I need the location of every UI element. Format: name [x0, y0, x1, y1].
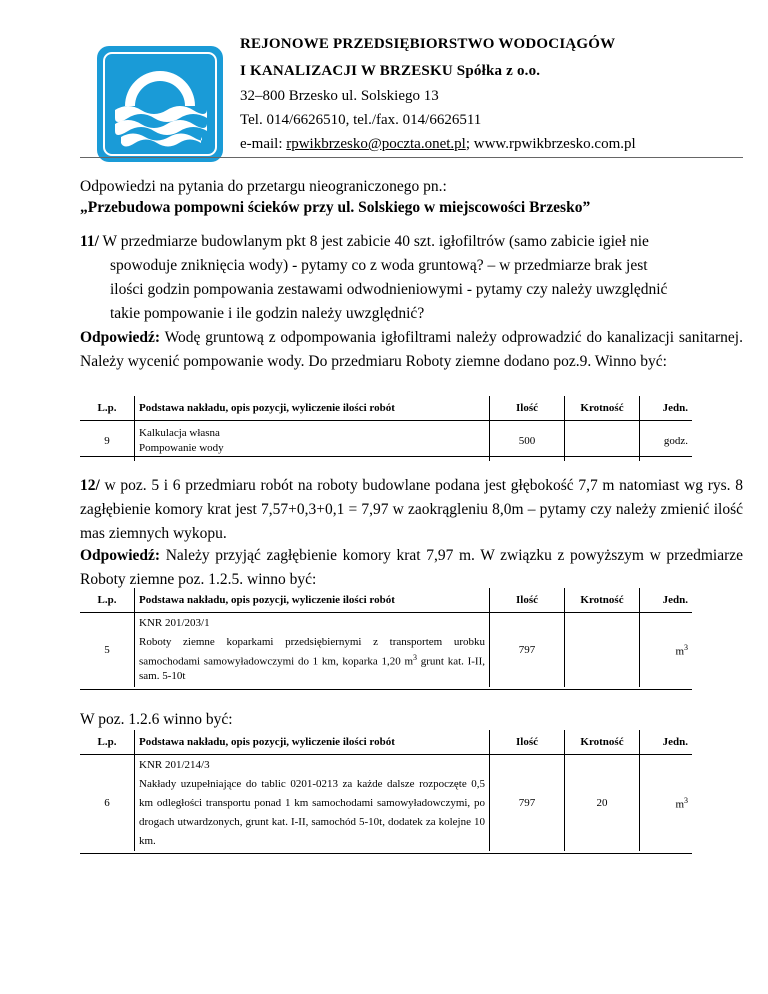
col-qty-header: Ilość	[490, 588, 565, 613]
table-header-row	[80, 396, 692, 421]
col-krot-header: Krotność	[565, 588, 640, 613]
row-desc-main: Roboty ziemne koparkami przedsiębiernymi z transportem urobku samochodami samowyładowczymi do 1 km, koparka 1,20 m	[139, 635, 485, 668]
col-krot-header: Krotność	[565, 396, 640, 421]
col-desc-header: Podstawa nakładu, opis pozycji, wyliczenie ilości robót	[135, 730, 490, 755]
row-lp: 9	[80, 421, 135, 462]
company-legal-form: Spółka z o.o.	[452, 63, 541, 79]
row-desc	[135, 613, 490, 688]
row-desc-text: Nakłady uzupełniające do tablic 0201-0213 za każde dalsze rozpoczęte 0,5 km odległości transportu ponad 1 km samochodami samowyładowczymi, po drogach utwardzonych, grunt kat. I-II, samochód 5-10t, dodatek za kolejne 10 km.	[139, 777, 485, 847]
col-krot-header: Krotność	[565, 730, 640, 755]
col-qty-header: Ilość	[490, 730, 565, 755]
row-desc-basis: Kalkulacja własna	[139, 427, 220, 439]
answer-11-label: Odpowiedź:	[80, 329, 161, 346]
question-11-line3: ilości godzin pompowania zestawami odwodnieniowymi - pytamy czy należy uwzględnić	[110, 281, 668, 298]
company-name-line2	[240, 63, 540, 80]
table-bottom-rule	[80, 456, 692, 457]
table-row	[80, 755, 692, 852]
table-header-row	[80, 588, 692, 613]
table-item-9	[80, 396, 692, 461]
email-prefix: e-mail:	[240, 136, 287, 152]
answer-12	[80, 544, 743, 592]
col-jedn-header: Jedn.	[640, 588, 693, 613]
col-lp-header: L.p.	[80, 730, 135, 755]
row-krot	[565, 421, 640, 462]
col-lp-header: L.p.	[80, 396, 135, 421]
table-bottom-rule	[80, 689, 692, 690]
company-address: 32–800 Brzesko ul. Solskiego 13	[240, 88, 439, 104]
answer-12-label: Odpowiedź:	[80, 547, 161, 564]
row-qty: 797	[490, 613, 565, 688]
answer-11-text: Wodę gruntową z odpompowania igłofiltrami należy odprowadzić do kanalizacji sanitarnej. Należy wycenić pompowanie wody. Do przedmiaru Roboty ziemne dodano poz.9. Winno być:	[80, 329, 743, 370]
row-krot: 20	[565, 755, 640, 852]
row-desc	[135, 755, 490, 852]
question-11	[80, 230, 743, 326]
col-jedn-header: Jedn.	[640, 396, 693, 421]
question-12	[80, 474, 743, 546]
row-jedn-sup: 3	[684, 796, 688, 806]
position-126-intro: W poz. 1.2.6 winno być:	[80, 711, 233, 728]
row-jedn-unit: m	[675, 798, 684, 811]
row-lp: 5	[80, 613, 135, 688]
row-desc-basis: KNR 201/203/1	[139, 616, 210, 629]
question-11-line1: W przedmiarze budowlanym pkt 8 jest zabicie 40 szt. igłofiltrów (samo zabicie igieł nie	[98, 233, 649, 250]
col-lp-header: L.p.	[80, 588, 135, 613]
row-lp: 6	[80, 755, 135, 852]
intro	[80, 176, 743, 218]
col-jedn-header: Jedn.	[640, 730, 693, 755]
row-jedn	[640, 613, 693, 688]
header-divider	[80, 157, 743, 158]
company-logo	[95, 44, 225, 164]
question-12-text: w poz. 5 i 6 przedmiaru robót na roboty budowlane podana jest głębokość 7,7 m natomiast wg rys. 8 zagłębienie komory krat jest 7,57+0,3+0,1 = 7,97 w zaokrągleniu 8,0m – pytamy czy należy zmienić ilość mas ziemnych wykopu.	[80, 477, 743, 542]
website-text: ; www.rpwikbrzesko.com.pl	[465, 136, 636, 152]
answer-12-text: Należy przyjąć zagłębienie komory krat 7,97 m. W związku z powyższym w przedmiarze Roboty ziemne poz. 1.2.5. winno być:	[80, 547, 743, 588]
company-contact	[240, 136, 636, 153]
table-item-6	[80, 730, 692, 851]
table-item-5	[80, 588, 692, 687]
row-jedn: godz.	[663, 434, 688, 447]
table-row	[80, 613, 692, 688]
col-desc-header: Podstawa nakładu, opis pozycji, wyliczenie ilości robót	[135, 396, 490, 421]
row-qty: 500	[490, 421, 565, 462]
row-qty: 797	[490, 755, 565, 852]
row-desc-sup: 3	[413, 652, 418, 662]
row-desc	[135, 421, 490, 462]
question-11-number: 11/	[80, 233, 99, 250]
intro-line1: Odpowiedzi na pytania do przetargu nieograniczonego pn.:	[80, 178, 447, 195]
company-name-line2-main: I KANALIZACJI W BRZESKU	[240, 63, 453, 79]
row-jedn-unit: m	[675, 645, 684, 658]
email-link[interactable]: rpwikbrzesko@poczta.onet.pl	[286, 136, 466, 152]
row-jedn-sup: 3	[684, 643, 688, 653]
row-desc-tail: grunt kat. I-II, sam. 5-10t	[139, 655, 485, 683]
row-desc-text: Pompowanie wody	[139, 442, 224, 454]
question-12-number: 12/	[80, 477, 100, 494]
company-name-line1: REJONOWE PRZEDSIĘBIORSTWO WODOCIĄGÓW	[240, 36, 616, 52]
row-krot	[565, 613, 640, 688]
row-desc-basis: KNR 201/214/3	[139, 758, 210, 771]
table-row	[80, 421, 692, 462]
col-qty-header: Ilość	[490, 396, 565, 421]
company-phone: Tel. 014/6626510, tel./fax. 014/6626511	[240, 112, 482, 128]
question-11-line2: spowoduje zniknięcia wody) - pytamy co z woda gruntową? – w przedmiarze brak jest	[110, 257, 648, 274]
row-jedn	[640, 755, 693, 852]
row-desc-text	[139, 635, 485, 685]
table-bottom-rule	[80, 853, 692, 854]
tender-title: „Przebudowa pompowni ścieków przy ul. Solskiego w miejscowości Brzesko”	[80, 199, 591, 216]
col-desc-header: Podstawa nakładu, opis pozycji, wyliczenie ilości robót	[135, 588, 490, 613]
question-11-line4: takie pompowanie i ile godzin należy uwzględnić?	[110, 305, 425, 322]
table-header-row	[80, 730, 692, 755]
answer-11	[80, 326, 743, 374]
